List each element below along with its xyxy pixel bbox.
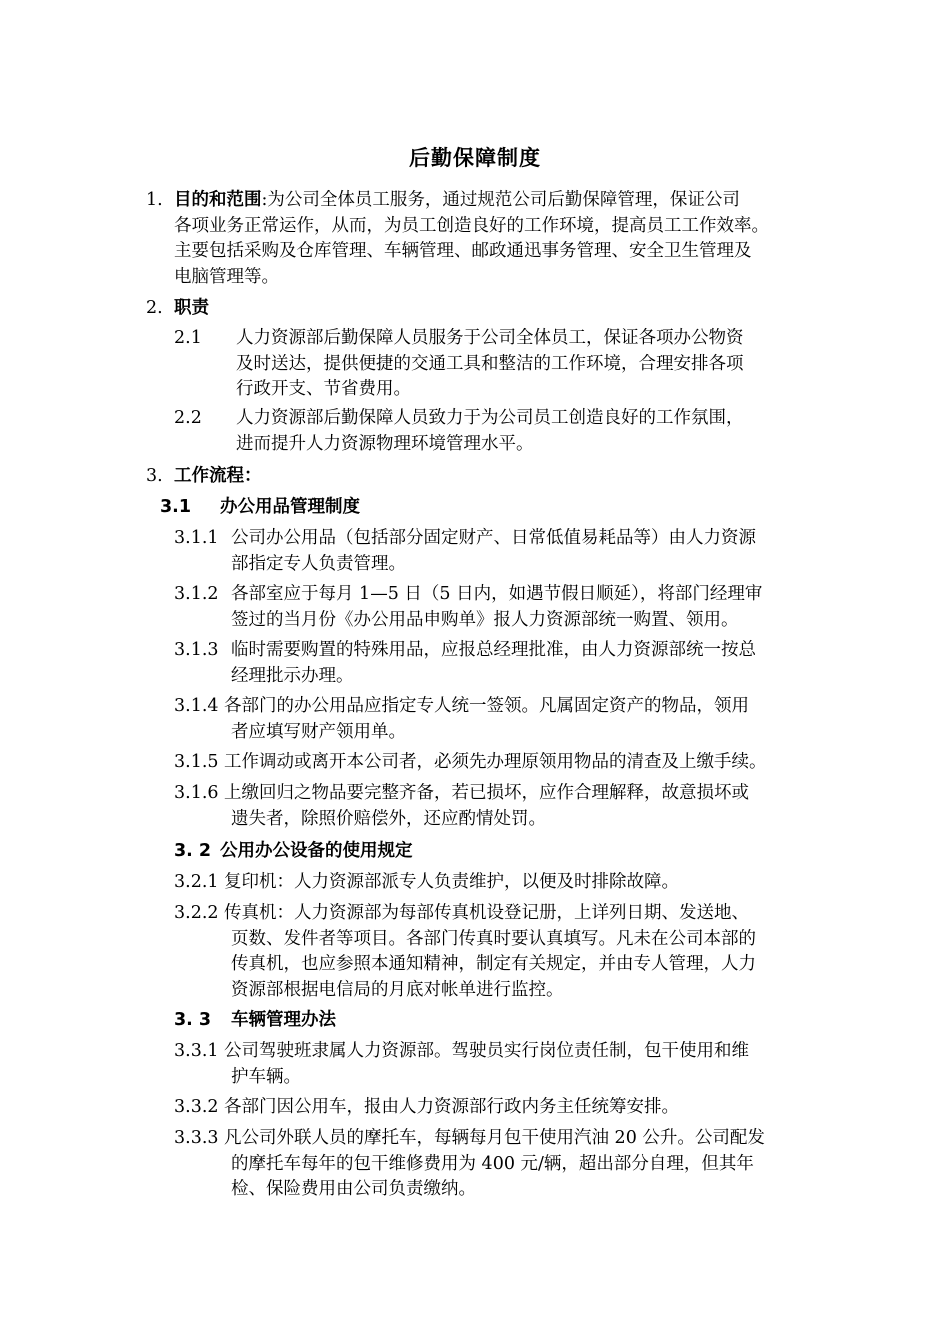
item-3-2-2-text: 传真机：人力资源部为每部传真机设登记册，上详列日期、发送地、 页数、发件者等项目。各部门传真时要认真填写。凡未在公司本部的 传真机，也应参照本通知精神，制定有关规定，并由专人管理，人力 资源部根据电信局的月底对帐单进行监控。 [224,903,756,1000]
section-1-line-3: 主要包括采购及仓库管理、车辆管理、邮政通迅事务管理、安全卫生管理及 [174,241,752,261]
section-3-number: 3. [146,466,163,486]
item-3-1-6-number: 3.1.6 [174,783,219,803]
item-3-1-2-number: 3.1.2 [174,584,219,604]
item-2-1-number: 2.1 [174,328,202,348]
item-3-1-1-number: 3.1.1 [174,528,219,548]
section-1-line-2: 各项业务正常运作，从而，为员工创造良好的工作环境，提高员工工作效率。 [174,215,769,236]
section-2-number: 2. [146,298,163,318]
item-3-1-5-text: 工作调动或离开本公司者，必须先办理原领用物品的清查及上缴手续。 [224,752,767,772]
subsection-3-2-heading: 公用办公设备的使用规定 [220,841,413,861]
section-1-number: 1. [146,190,163,210]
item-3-2-1-number: 3.2.1 [174,872,219,892]
section-2-heading: 职责 [174,298,209,318]
document-title: 后勤保障制度 [409,146,541,170]
section-1-body [174,188,769,290]
item-2-2-text: 人力资源部后勤保障人员致力于为公司员工创造良好的工作氛围， 进而提升人力资源物理环境管理水平。 [236,408,744,454]
subsection-3-3-heading: 车辆管理办法 [231,1010,336,1030]
section-2-heading-row [146,296,163,322]
item-3-1-6-text: 上缴回归之物品要完整齐备，若已损坏，应作合理解释，故意损坏或 遗失者，除照价赔偿外，还应酌情处罚。 [224,783,749,829]
item-2-2-number: 2.2 [174,408,202,428]
item-3-1-5-number: 3.1.5 [174,752,219,772]
item-3-3-2-text: 各部门因公用车，报由人力资源部行政内务主任统筹安排。 [224,1097,679,1117]
item-3-1-3-text: 临时需要购置的特殊用品，应报总经理批准，由人力资源部统一按总 经理批示办理。 [231,640,756,686]
item-3-3-1-text: 公司驾驶班隶属人力资源部。驾驶员实行岗位责任制，包干使用和维 护车辆。 [224,1041,749,1087]
item-3-2-2-number: 3.2.2 [174,903,219,923]
item-3-3-2-number: 3.3.2 [174,1097,219,1117]
section-1-line-1: 目的和范围:为公司全体员工服务，通过规范公司后勤保障管理，保证公司 [174,190,740,210]
item-3-1-4-number: 3.1.4 [174,696,219,716]
item-3-1-1-text: 公司办公用品（包括部分固定财产、日常低值易耗品等）由人力资源 部指定专人负责管理。 [231,528,756,574]
item-3-1-3-number: 3.1.3 [174,640,219,660]
subsection-3-1-number: 3.1 [160,497,192,517]
section-1-heading: 目的和范围 [174,190,262,210]
item-3-3-3-number: 3.3.3 [174,1128,219,1148]
section-3-heading: 工作流程： [174,466,262,486]
item-3-1-2-text: 各部室应于每月 1—5 日（5 日内，如遇节假日顺延），将部门经理审 签过的当月份《办公用品申购单》报人力资源部统一购置、领用。 [231,584,763,630]
item-3-3-1-number: 3.3.1 [174,1041,219,1061]
section-1-line-4: 电脑管理等。 [174,266,279,287]
item-3-3-3-text: 凡公司外联人员的摩托车，每辆每月包干使用汽油 20 公升。公司配发 的摩托车每年的包干维修费用为 400 元/辆，超出部分自理，但其年 检、保险费用由公司负责缴纳。 [224,1128,765,1199]
item-2-1-text: 人力资源部后勤保障人员服务于公司全体员工，保证各项办公物资 及时送达，提供便捷的交通工具和整洁的工作环境，合理安排各项 行政开支、节省费用。 [236,328,744,399]
subsection-3-3-number: 3. 3 [174,1010,212,1030]
item-3-2-1-text: 复印机：人力资源部派专人负责维护，以便及时排除故障。 [224,872,679,892]
subsection-3-1-heading: 办公用品管理制度 [220,497,360,517]
subsection-3-2-number: 3. 2 [174,841,212,861]
item-3-1-4-text: 各部门的办公用品应指定专人统一签领。凡属固定资产的物品，领用 者应填写财产领用单。 [224,696,749,742]
